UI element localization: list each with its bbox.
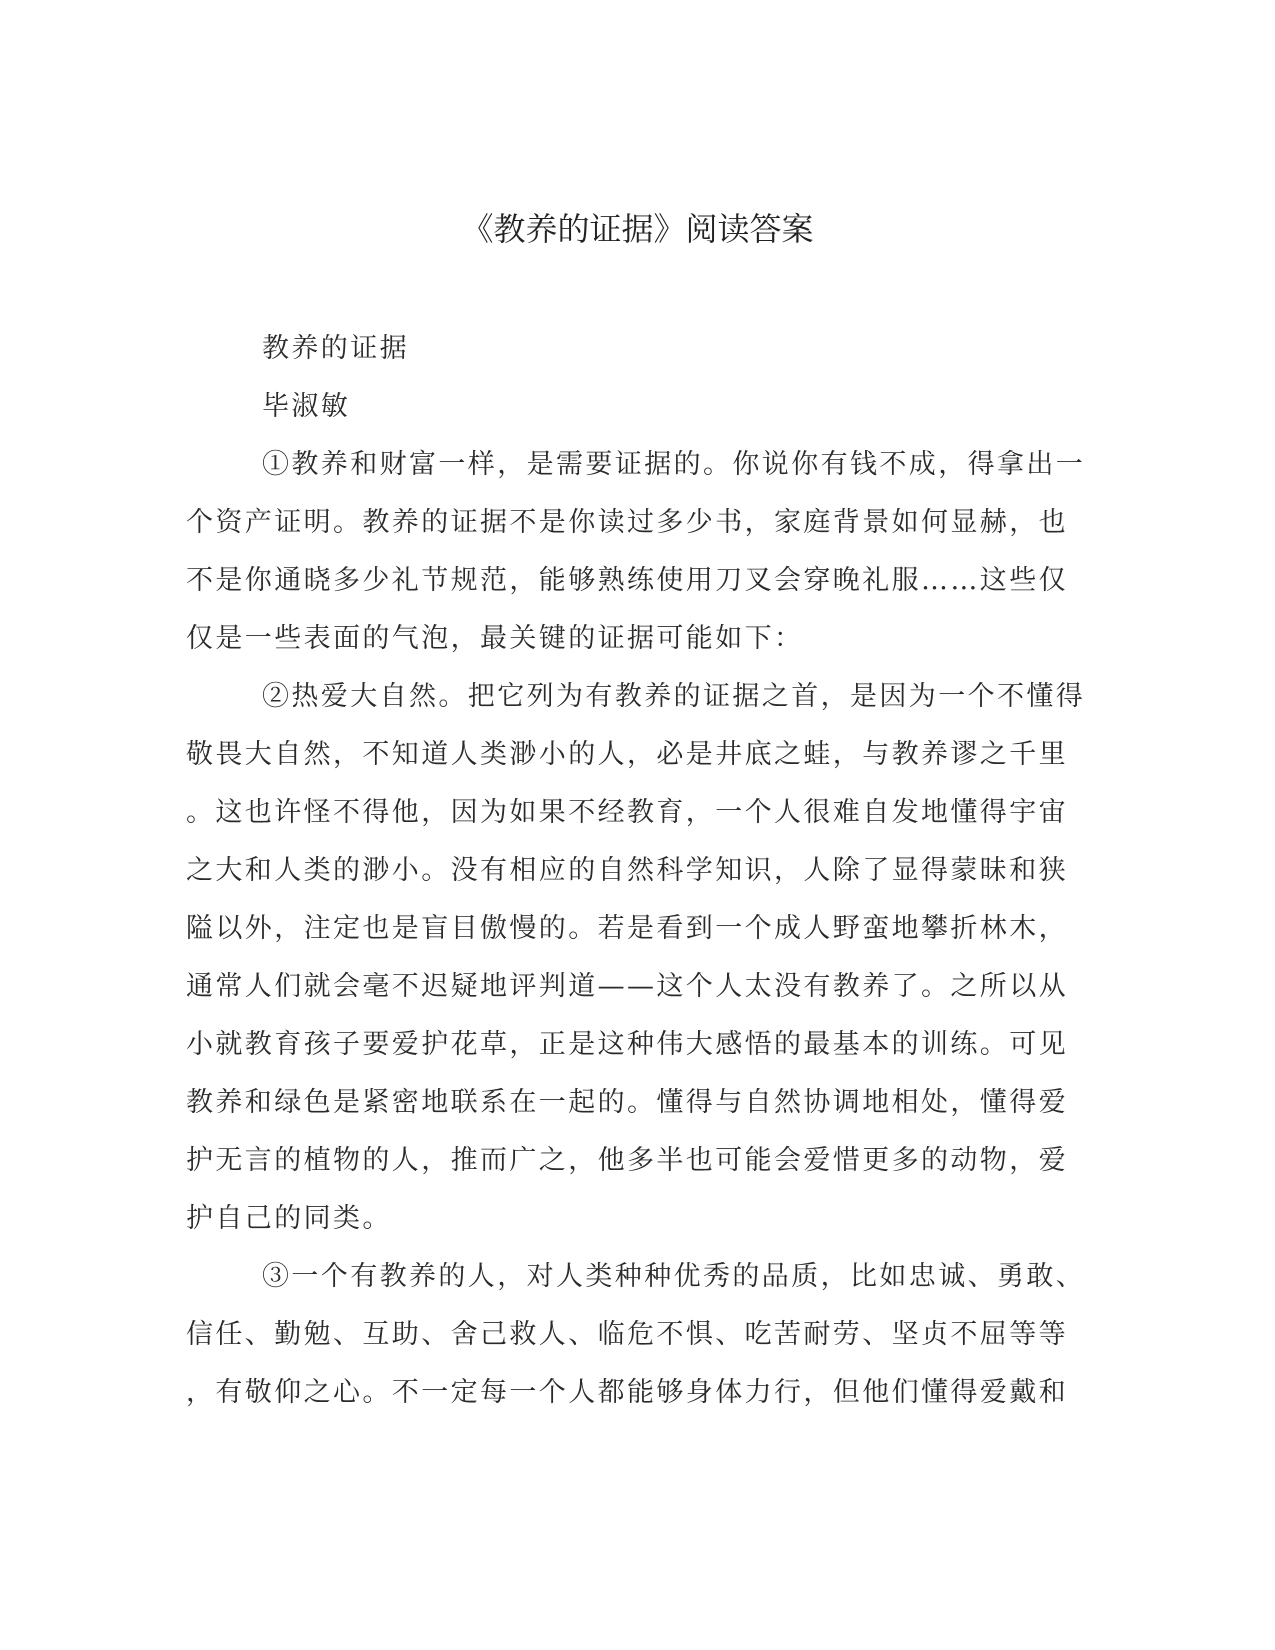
- paragraph-line: ②热爱大自然。把它列为有教养的证据之首，是因为一个不懂得: [262, 681, 1086, 712]
- paragraph-line: 护自己的同类。: [186, 1203, 392, 1234]
- paragraph-line: ③一个有教养的人，对人类种种优秀的品质，比如忠诚、勇敢、: [262, 1261, 1086, 1292]
- paragraph-line: 教养和绿色是紧密地联系在一起的。懂得与自然协调地相处，懂得爱: [186, 1087, 1068, 1118]
- article-heading: 教养的证据: [262, 333, 409, 364]
- paragraph-line: ，有敬仰之心。不一定每一个人都能够身体力行，但他们懂得爱戴和: [186, 1377, 1068, 1408]
- paragraph-line: 个资产证明。教养的证据不是你读过多少书，家庭背景如何显赫，也: [186, 507, 1068, 538]
- paragraph-1: [186, 436, 1086, 668]
- document-title: 《教养的证据》阅读答案: [461, 210, 814, 248]
- paragraph-line: 信任、勤勉、互助、舍己救人、临危不惧、吃苦耐劳、坚贞不屈等等: [186, 1319, 1068, 1350]
- document-body: [186, 320, 1086, 1422]
- paragraph-line: 隘以外，注定也是盲目傲慢的。若是看到一个成人野蛮地攀折林木，: [186, 913, 1068, 944]
- paragraph-3: [186, 1248, 1086, 1422]
- paragraph-line: 仅是一些表面的气泡，最关键的证据可能如下：: [186, 623, 804, 654]
- paragraph-line: 之大和人类的渺小。没有相应的自然科学知识，人除了显得蒙昧和狭: [186, 855, 1068, 886]
- paragraph-line: 通常人们就会毫不迟疑地评判道——这个人太没有教养了。之所以从: [186, 971, 1068, 1002]
- paragraph-line: 不是你通晓多少礼节规范，能够熟练使用刀叉会穿晚礼服……这些仅: [186, 565, 1068, 596]
- paragraph-line: ①教养和财富一样，是需要证据的。你说你有钱不成，得拿出一: [262, 449, 1086, 480]
- paragraph-2: [186, 668, 1086, 1248]
- paragraph-line: 敬畏大自然，不知道人类渺小的人，必是井底之蛙，与教养谬之千里: [186, 739, 1068, 770]
- paragraph-line: 护无言的植物的人，推而广之，他多半也可能会爱惜更多的动物，爱: [186, 1145, 1068, 1176]
- article-author: 毕淑敏: [262, 391, 351, 422]
- paragraph-line: 小就教育孩子要爱护花草，正是这种伟大感悟的最基本的训练。可见: [186, 1029, 1068, 1060]
- paragraph-line: 。这也许怪不得他，因为如果不经教育，一个人很难自发地懂得宇宙: [186, 797, 1068, 828]
